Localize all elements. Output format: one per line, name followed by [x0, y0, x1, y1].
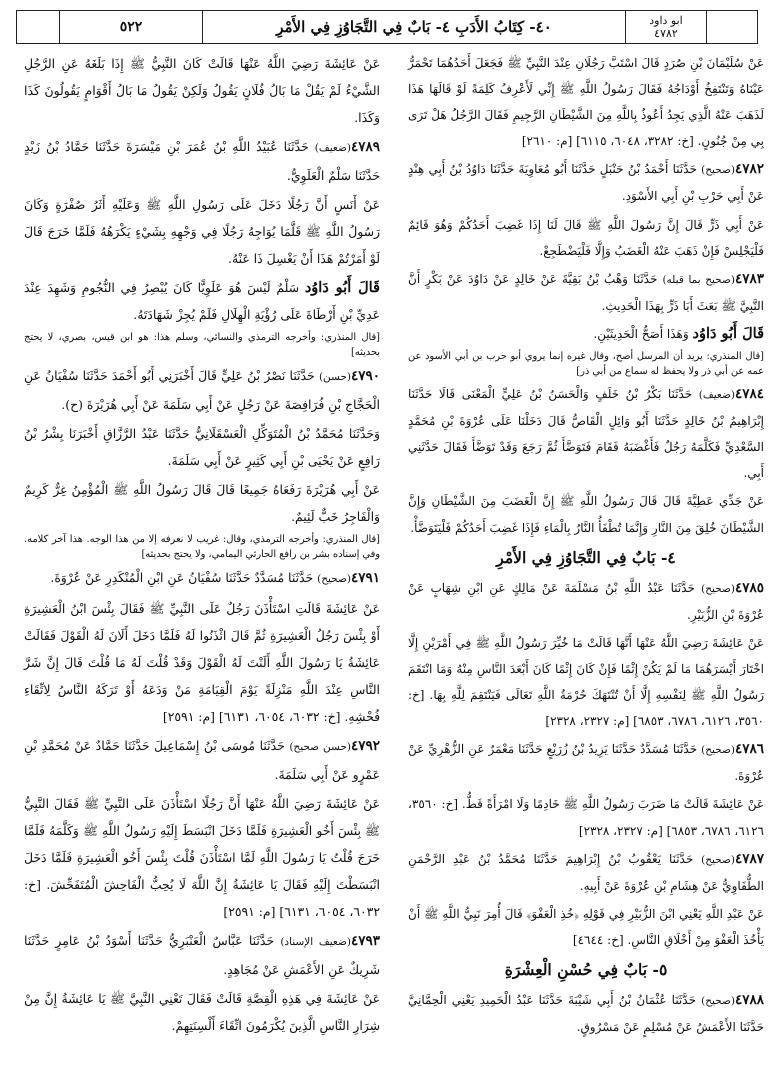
hadith-4791 [24, 564, 380, 593]
header-reference [625, 11, 706, 43]
hadith-number: ٤٧٨٩ [350, 139, 380, 155]
hadith-range: ٤٧٨٢ [654, 27, 678, 40]
running-title: ٤٠- كِتَابُ الأَدَبِ ٤- بَابٌ فِي التَّجَاوُزِ فِي الأَمْرِ [202, 11, 625, 43]
hadith-grade: (ضعيف الإسناد) [280, 936, 351, 948]
hadith-isnad-2: وَحَدَّثَنَا مُحَمَّدُ بْنُ الْمُتَوَكِّلِ الْعَسْقَلَانِيُّ حَدَّثَنَا عَبْدُ الرَّزَّاقِ أَخْبَرَنَا بِشْرُ بْنُ رَافِعٍ عَنْ يَحْيَى بْنِ أَبِي كَثِيرٍ عَنْ أَبِي سَلَمَةَ. [24, 426, 380, 468]
header-blank-cell-right [706, 11, 757, 43]
hadith-matn: عَنْ عَائِشَةَ رَضِيَ اللَّهُ عَنْهَا أَنَّ رَجُلًا اسْتَأْذَنَ عَلَى النَّبِيِّ ﷺ فَقَالَ النَّبِيُّ ﷺ بِئْسَ أَخُو الْعَشِيرَةِ فَلَمَّا دَخَلَ انْبَسَطَ إِلَيْهِ رَسُولُ اللَّهِ ﷺ وَكَلَّمَهُ فَلَمَّا خَرَجَ قُلْتُ يَا رَسُولَ اللَّهِ لَمَّا اسْتَأْذَنَ قُلْتَ بِئْسَ أَخُو الْعَشِيرَةِ فَلَمَّا دَخَلَ انْبَسَطْتَ إِلَيْهِ فَقَالَ يَا عَائِشَةُ إِنَّ اللَّهَ لَا يُحِبُّ الْفَاحِشَ الْمُتَفَحِّشَ. [خ: ٦٠٣٢، ٦٠٥٤، ٦١٣١] [م: ٢٥٩١] [24, 796, 380, 919]
hadith-grade: (ضعيف) [698, 389, 735, 402]
hadith-grade: (حسن صحيح) [289, 741, 351, 753]
chapter-heading: ٥- بَابٌ فِي حُسْنِ الْعِشْرَةِ [504, 960, 668, 979]
hadith-number: ٤٧٩١ [350, 570, 380, 586]
hadith-4785 [408, 575, 764, 628]
hadith-4788 [408, 987, 764, 1040]
hadith-number: ٤٧٨٤ [734, 386, 764, 403]
hadith-number: ٤٧٩٠ [350, 368, 380, 384]
hadith-4792 [24, 732, 380, 788]
hadith-grade: (حسن) [318, 371, 351, 383]
hadith-number: ٤٧٨٣ [734, 270, 764, 287]
hadith-isnad: حَدَّثَنَا مُسَدَّدٌ حَدَّثَنَا يَزِيدُ بْنُ زُرَيْعٍ حَدَّثَنَا مَعْمَرٌ عَنِ الزُّهْرِيِّ عَنْ عُرْوَةَ. [408, 742, 764, 784]
qal-label: قَالَ أَبُو دَاوُد [304, 279, 380, 296]
hadith-matn: عَنْ عَائِشَةَ رَضِيَ اللَّهُ عَنْهَا أَنَّهَا قَالَتْ مَا خُيِّرَ رَسُولُ اللَّهِ ﷺ فِي أَمْرَيْنِ إِلَّا اخْتَارَ أَيْسَرَهُمَا مَا لَمْ يَكُنْ إِثْمًا فَإِنْ كَانَ إِثْمًا كَانَ أَبْعَدَ النَّاسِ مِنْهُ وَمَا انْتَقَمَ رَسُولُ اللَّهِ ﷺ لِنَفْسِهِ إِلَّا أَنْ تُنْتَهَكَ حُرْمَةُ اللَّهِ تَعَالَى فَيَنْتَقِمَ لِلَّهِ بِهَا. [خ: ٣٥٦٠، ٦١٢٦، ٦٧٨٦، ٦٨٥٣] [م: ٢٣٢٧، ٢٣٢٨] [408, 635, 764, 729]
hadith-matn: عَنْ عَائِشَةَ فِي هَذِهِ الْقِصَّةِ قَالَتْ فَقَالَ تَعْنِي النَّبِيَّ ﷺ يَا عَائِشَةُ إِنَّ مِنْ شِرَارِ النَّاسِ الَّذِينَ يُكْرَمُونَ اتِّقَاءَ أَلْسِنَتِهِمْ. [24, 991, 380, 1033]
hadith-grade: (صحيح) [701, 582, 735, 595]
hadith-grade: (صحيح) [701, 853, 735, 866]
hadith-4793 [24, 927, 380, 983]
hadith-4789 [24, 133, 380, 189]
page-header [16, 10, 758, 44]
hadith-number: ٤٧٨٥ [734, 579, 764, 596]
hadith-4782 [408, 156, 764, 209]
hadith-number: ٤٧٨٧ [734, 850, 764, 867]
hadith-matn: عَنْ عَائِشَةَ قَالَتْ مَا ضَرَبَ رَسُولُ اللَّهِ ﷺ خَادِمًا وَلَا امْرَأَةً قَطُّ. [خ: ٣٥٦٠، ٦١٢٦، ٦٧٨٦، ٦٨٥٣] [م: ٢٣٢٧، ٢٣٢٨] [408, 797, 764, 838]
mundhiri-note: [قال المنذري: وأخرجه الترمذي والنسائي، وسلم هذا: هو ابن قيس، بصري، لا يحتج بحديثه] [24, 332, 380, 358]
hadith-text: عَنْ عَائِشَةَ رَضِيَ اللَّهُ عَنْهَا قَالَتْ كَانَ النَّبِيُّ ﷺ إِذَا بَلَغَهُ عَنِ الرَّجُلِ الشَّيْءُ لَمْ يَقُلْ مَا بَالُ فُلَانٍ يَقُولُ وَلَكِنْ يَقُولُ مَا بَالُ أَقْوَامٍ يَقُولُونَ كَذَا وَكَذَا. [24, 56, 380, 125]
hadith-4783 [408, 266, 764, 319]
right-column [408, 50, 764, 1042]
hadith-grade: (ضعيف) [314, 142, 351, 154]
hadith-isnad: حَدَّثَنَا نَصْرُ بْنُ عَلِيٍّ قَالَ أَخْبَرَنِي أَبُو أَحْمَدَ حَدَّثَنَا سُفْيَانُ عَنِ الْحَجَّاجِ بْنِ فُرَافِصَةَ عَنْ رَجُلٍ عَنْ أَبِي سَلَمَةَ عَنْ أَبِي هُرَيْرَةَ (ح). [24, 368, 380, 412]
hadith-number: ٤٧٩٣ [350, 933, 380, 949]
hadith-isnad: حَدَّثَنَا عَبْدُ اللَّهِ بْنُ مَسْلَمَةَ عَنْ مَالِكٍ عَنِ ابْنِ شِهَابٍ عَنْ عُرْوَةَ بْنِ الزُّبَيْرِ. [408, 580, 764, 622]
hadith-matn: عَنْ أَنَسٍ أَنَّ رَجُلًا دَخَلَ عَلَى رَسُولِ اللَّهِ ﷺ وَعَلَيْهِ أَثَرُ صُفْرَةٍ وَكَانَ رَسُولُ اللَّهِ ﷺ قَلَّمَا يُوَاجِهُ رَجُلًا فِي وَجْهِهِ بِشَيْءٍ يَكْرَهُهُ فَلَمَّا خَرَجَ قَالَ لَوْ أَمَرْتُمْ هَذَا أَنْ يَغْسِلَ ذَا عَنْهُ. [24, 197, 380, 266]
hadith-isnad: حَدَّثَنَا يَعْقُوبُ بْنُ إِبْرَاهِيمَ حَدَّثَنَا مُحَمَّدُ بْنُ عَبْدِ الرَّحْمَنِ الطُّفَاوِيُّ عَنْ هِشَامِ بْنِ عُرْوَةَ عَنْ أَبِيهِ. [408, 851, 764, 893]
hadith-grade: (صحيح) [701, 744, 735, 757]
hadith-number: ٤٧٩٢ [350, 738, 380, 754]
mundhiri-note: [قال المنذري: يريد أن المرسل أصح، وقال غيره إنما يروي أبو حرب بن أبي الأسود عن عمه عن أبي ذر ولا يحفظ له سماع من أبي ذر] [408, 351, 764, 378]
abu-dawud-comment [408, 321, 764, 347]
header-blank-cell [17, 11, 59, 43]
hadith-matn: عَنْ عَبْدِ اللَّهِ يَعْنِي ابْنَ الزُّبَيْرِ فِي قَوْلِهِ ﴿خُذِ الْعَفْوَ﴾ قَالَ أُمِرَ نَبِيُّ اللَّهِ ﷺ أَنْ يَأْخُذَ الْعَفْوَ مِنْ أَخْلَاقِ النَّاسِ. [خ: ٤٦٤٤] [408, 906, 764, 947]
hadith-text: عَنْ سُلَيْمَانَ بْنِ صُرَدٍ قَالَ اسْتَبَّ رَجُلَانِ عِنْدَ النَّبِيِّ ﷺ فَجَعَلَ أَحَدُهُمَا تَحْمَرُّ عَيْنَاهُ وَتَنْتَفِخُ أَوْدَاجُهُ فَقَالَ رَسُولُ اللَّهِ ﷺ إِنِّي لَأَعْرِفُ كَلِمَةً لَوْ قَالَهَا هَذَا لَذَهَبَ عَنْهُ الَّذِي يَجِدُ أَعُوذُ بِاللَّهِ مِنَ الشَّيْطَانِ الرَّجِيمِ فَقَالَ الرَّجُلُ هَلْ تَرَى بِي مِنْ جُنُونٍ. [خ: ٣٢٨٢، ٦٠٤٨، ٦١١٥] [م: ٢٦١٠] [408, 56, 764, 149]
comment-text: سَلْمٌ لَيْسَ هُوَ عَلَوِيًّا كَانَ يُبْصِرُ فِي النُّجُومِ وَشَهِدَ عِنْدَ عَدِيِّ بْنِ أَرْطَاةَ عَلَى رُؤْيَةِ الْهِلَالِ فَلَمْ يُجِزْ شَهَادَتَهُ. [24, 280, 380, 322]
page-number: ٥٢٢ [59, 11, 202, 43]
hadith-grade: (صحيح) [701, 995, 735, 1008]
hadith-isnad: حَدَّثَنَا عُثْمَانُ بْنُ أَبِي شَيْبَةَ حَدَّثَنَا عَبْدُ الْحَمِيدِ يَعْنِي الْحِمَّانِيَّ حَدَّثَنَا الأَعْمَشُ عَنْ مُسْلِمٍ عَنْ مَسْرُوقٍ. [408, 993, 764, 1035]
hadith-isnad: حَدَّثَنَا مُسَدَّدٌ حَدَّثَنَا سُفْيَانُ عَنِ ابْنِ الْمُنْكَدِرِ عَنْ عُرْوَةَ. [50, 570, 314, 585]
hadith-isnad: حَدَّثَنَا عُبَيْدُ اللَّهِ بْنُ عُمَرَ بْنِ مَيْسَرَةَ حَدَّثَنَا حَمَّادُ بْنُ زَيْدٍ حَدَّثَنَا سَلْمٌ الْعَلَوِيُّ. [24, 139, 380, 183]
hadith-isnad: حَدَّثَنَا أَحْمَدُ بْنُ حَنْبَلٍ حَدَّثَنَا أَبُو مُعَاوِيَةَ حَدَّثَنَا دَاوُدُ بْنُ أَبِي هِنْدٍ عَنْ أَبِي حَرْبِ بْنِ أَبِي الأَسْوَدِ. [408, 162, 764, 204]
hadith-4787 [408, 846, 764, 899]
hadith-matn: عَنْ أَبِي ذَرٍّ قَالَ إِنَّ رَسُولَ اللَّهِ ﷺ قَالَ لَنَا إِذَا غَضِبَ أَحَدُكُمْ وَهُوَ قَائِمٌ فَلْيَجْلِسْ فَإِنْ ذَهَبَ عَنْهُ الْغَضَبُ وَإِلَّا فَلْيَضْطَجِعْ. [408, 217, 764, 258]
hadith-matn: عَنْ عَائِشَةَ قَالَتِ اسْتَأْذَنَ رَجُلٌ عَلَى النَّبِيِّ ﷺ فَقَالَ بِئْسَ ابْنُ الْعَشِيرَةِ أَوْ بِئْسَ رَجُلُ الْعَشِيرَةِ ثُمَّ قَالَ ائْذَنُوا لَهُ فَلَمَّا دَخَلَ أَلَانَ لَهُ الْقَوْلَ فَقَالَتْ عَائِشَةُ يَا رَسُولَ اللَّهِ أَلَنْتَ لَهُ الْقَوْلَ وَقَدْ قُلْتَ لَهُ مَا قُلْتَ قَالَ إِنَّ شَرَّ النَّاسِ عِنْدَ اللَّهِ مَنْزِلَةً يَوْمَ الْقِيَامَةِ مَنْ وَدَعَهُ أَوْ تَرَكَهُ النَّاسُ لِاتِّقَاءِ فُحْشِهِ. [خ: ٦٠٣٢، ٦٠٥٤، ٦١٣١] [م: ٢٥٩١] [24, 601, 380, 724]
hadith-4790 [24, 362, 380, 418]
hadith-isnad: حَدَّثَنَا مُوسَى بْنُ إِسْمَاعِيلَ حَدَّثَنَا حَمَّادٌ عَنْ مُحَمَّدِ بْنِ عَمْرٍو عَنْ أَبِي سَلَمَةَ. [24, 738, 380, 782]
hadith-number: ٤٧٨٨ [734, 992, 764, 1009]
hadith-grade: (صحيح) [317, 573, 351, 585]
abu-dawud-comment [24, 274, 380, 328]
hadith-isnad: حَدَّثَنَا بَكْرُ بْنُ خَلَفٍ وَالْحَسَنُ بْنُ عَلِيٍّ الْمَعْنَى قَالَا حَدَّثَنَا إِبْرَاهِيمُ بْنُ خَالِدٍ حَدَّثَنَا أَبُو وَائِلٍ الْقَاصُّ قَالَ دَخَلْنَا عَلَى عُرْوَةَ بْنِ مُحَمَّدٍ السَّعْدِيِّ فَكَلَّمَهُ رَجُلٌ فَأَغْضَبَهُ فَقَامَ فَتَوَضَّأَ ثُمَّ رَجَعَ وَقَدْ تَوَضَّأَ فَقَالَ حَدَّثَنِي أَبِي. [408, 387, 764, 481]
hadith-matn: عَنْ أَبِي هُرَيْرَةَ رَفَعَاهُ جَمِيعًا قَالَ قَالَ رَسُولُ اللَّهِ ﷺ الْمُؤْمِنُ غِرٌّ كَرِيمٌ وَالْفَاجِرُ خَبٌّ لَئِيمٌ. [24, 482, 380, 524]
hadith-4784 [408, 381, 764, 486]
mundhiri-note: [قال المنذري: وأخرجه الترمذي، وقال: غريب لا نعرفه إلا من هذا الوجه. هذا آخر كلامه. وفي إسناده بشر بن رافع الحارثي اليمامي، ولا يحتج بحديثه] [24, 534, 380, 560]
hadith-matn: عَنْ جَدِّي عَطِيَّةَ قَالَ قَالَ رَسُولُ اللَّهِ ﷺ إِنَّ الْغَضَبَ مِنَ الشَّيْطَانِ وَإِنَّ الشَّيْطَانَ خُلِقَ مِنَ النَّارِ وَإِنَّمَا تُطْفَأُ النَّارُ بِالْمَاءِ فَإِذَا غَضِبَ أَحَدُكُمْ فَلْيَتَوَضَّأْ. [408, 494, 764, 535]
left-column [24, 50, 380, 1041]
hadith-number: ٤٧٨٦ [734, 741, 764, 758]
hadith-isnad: حَدَّثَنَا عَبَّاسٌ الْعَنْبَرِيُّ حَدَّثَنَا أَسْوَدُ بْنُ عَامِرٍ حَدَّثَنَا شَرِيكٌ عَنِ الأَعْمَشِ عَنْ مُجَاهِدٍ. [24, 933, 380, 977]
hadith-grade: (صحيح بما قبله) [662, 273, 735, 286]
chapter-heading: ٤- بَابٌ فِي التَّجَاوُزِ فِي الأَمْرِ [496, 547, 676, 567]
hadith-4786 [408, 736, 764, 789]
comment-text: وَهَذَا أَصَحُّ الْحَدِيثَيْنِ. [593, 326, 689, 341]
hadith-isnad: حَدَّثَنَا وَهْبُ بْنُ بَقِيَّةَ عَنْ خَالِدٍ عَنْ دَاوُدَ عَنْ بَكْرٍ أَنَّ النَّبِيَّ ﷺ بَعَثَ أَبَا ذَرٍّ بِهَذَا الْحَدِيثِ. [408, 271, 764, 313]
hadith-grade: (صحيح) [701, 164, 735, 177]
hadith-number: ٤٧٨٢ [734, 161, 764, 178]
qal-label: قَالَ أَبُو دَاوُد [692, 324, 764, 342]
book-name: ابو داود [649, 14, 683, 27]
